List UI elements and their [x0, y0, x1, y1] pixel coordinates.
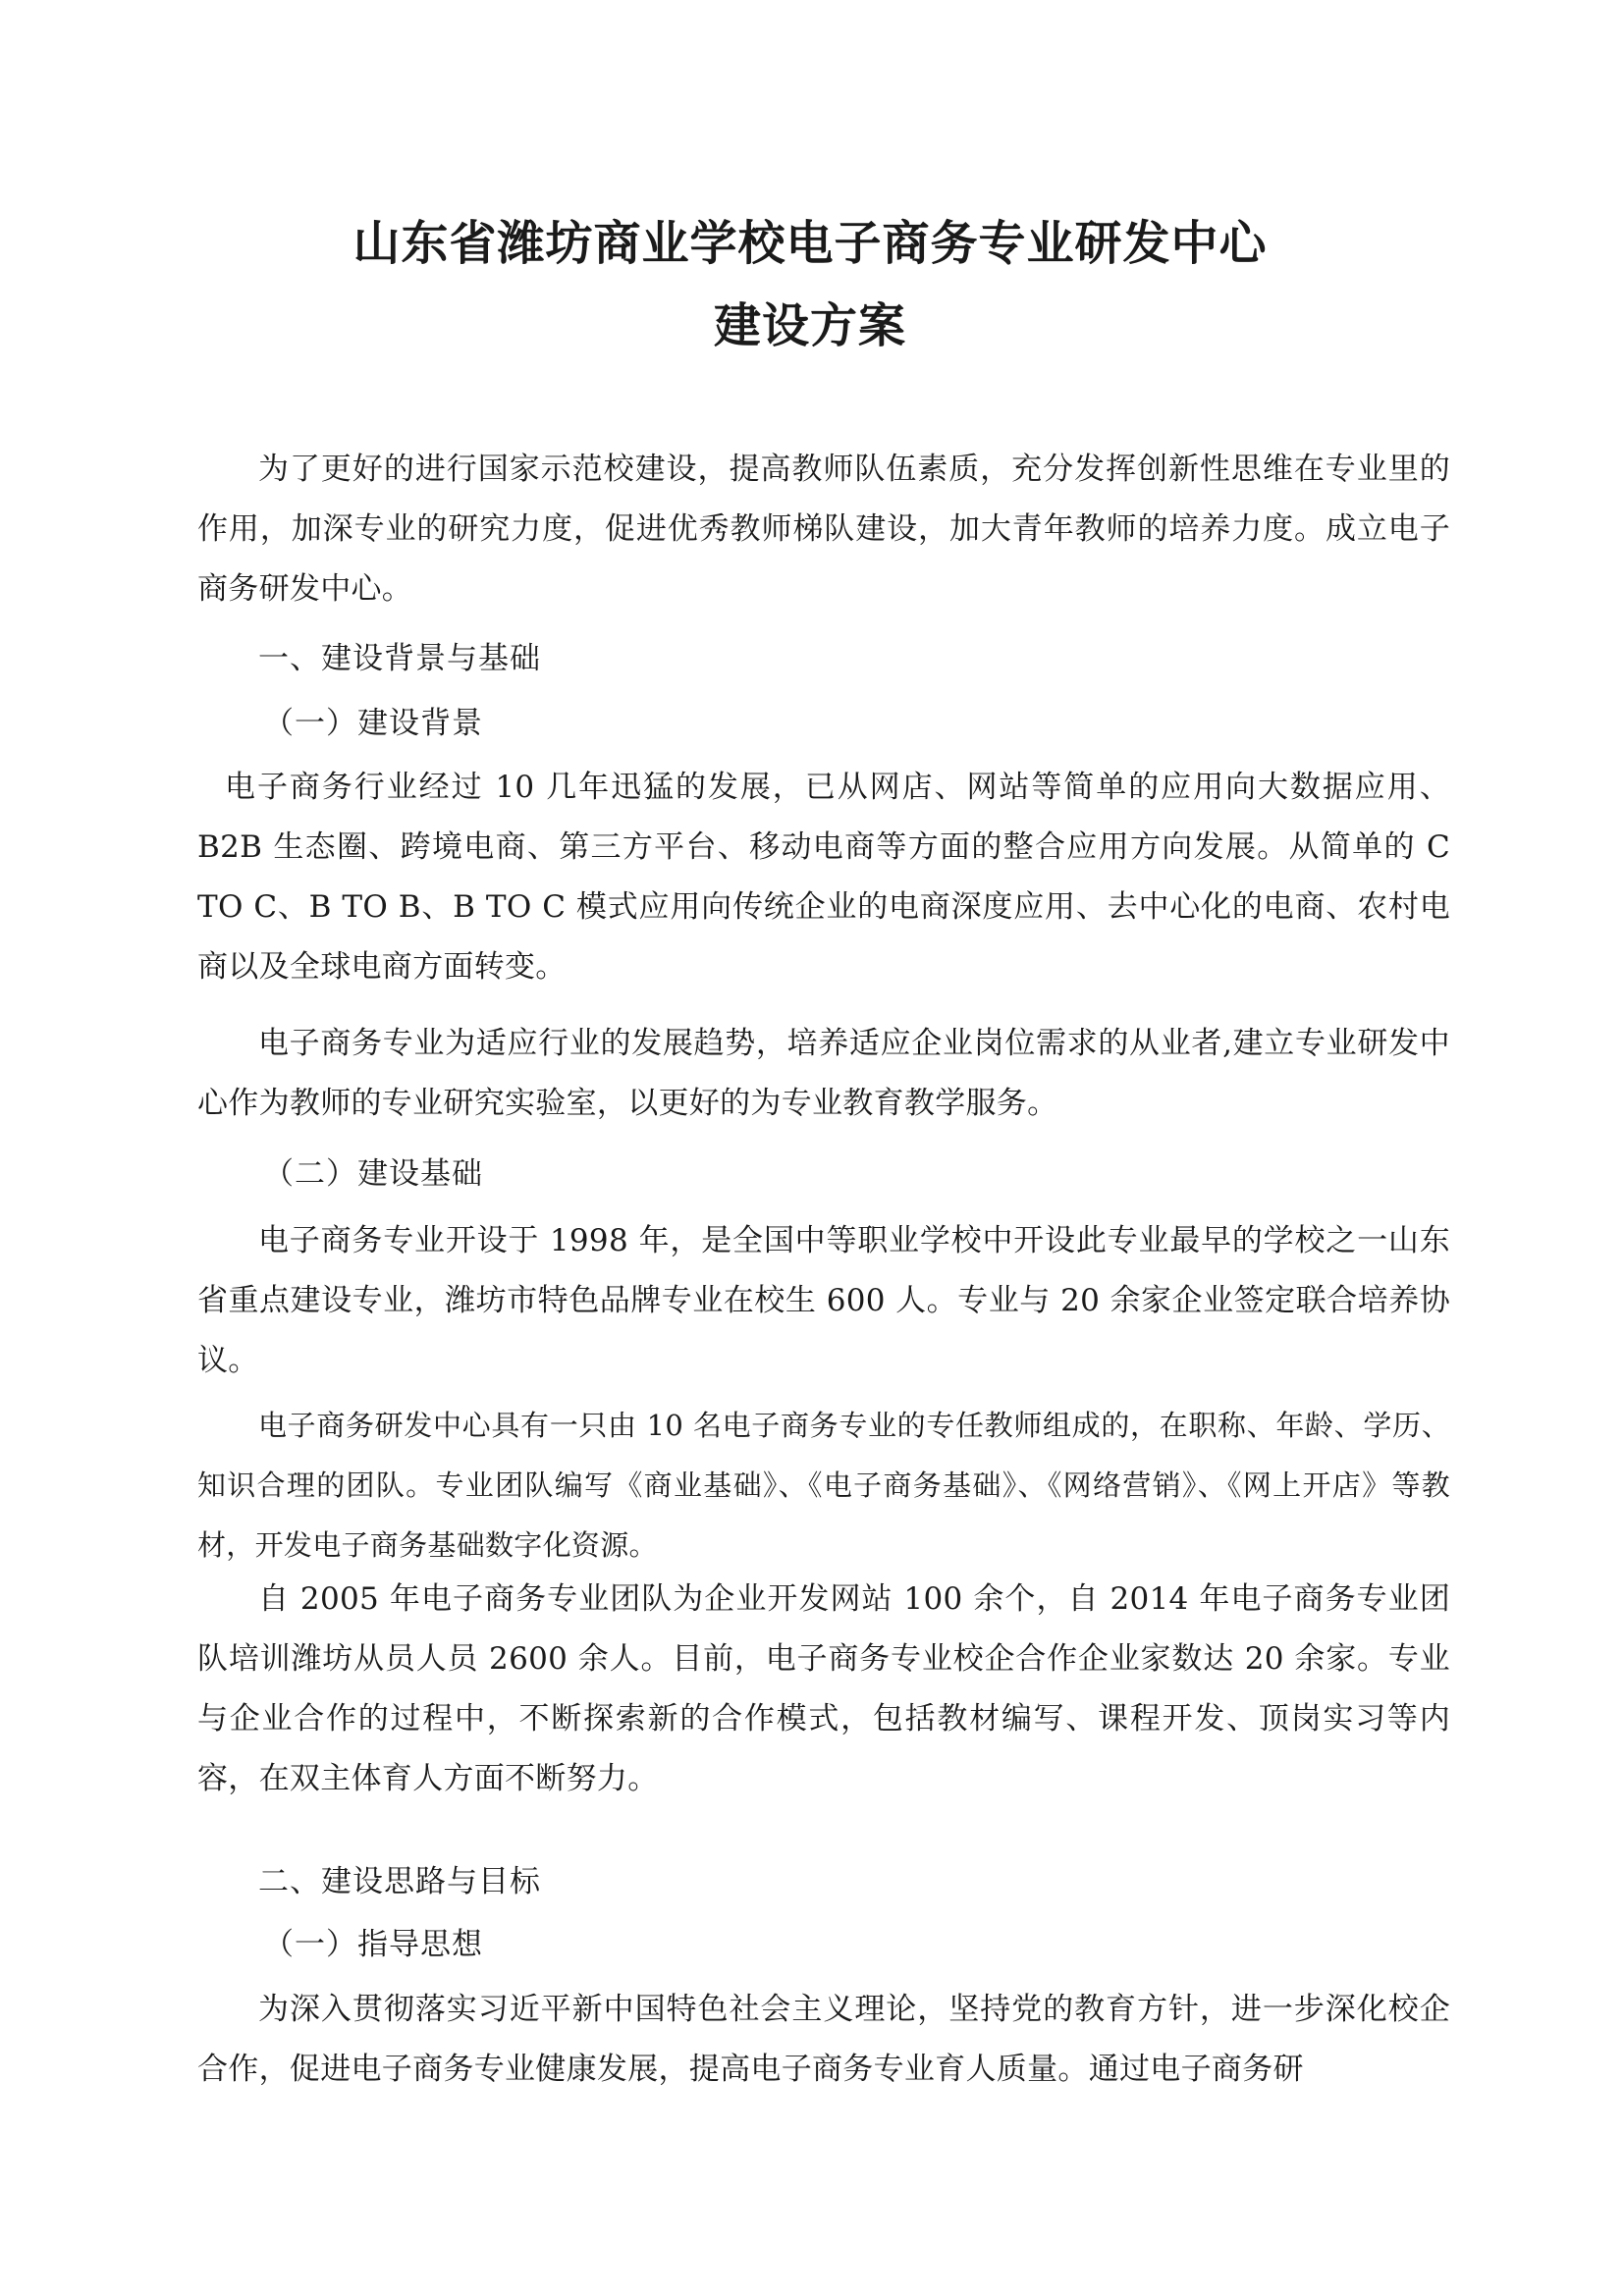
background-paragraph-1: 电子商务行业经过 10 几年迅猛的发展，已从网店、网站等简单的应用向大数据应用、B2B 生态圈、跨境电商、第三方平台、移动电商等方面的整合应用方向发展。从简单的 C TO C、B TO B、B TO C 模式应用向传统企业的电商深度应用、去中心化的电商、农村电商以及全球电商方面转变。 [197, 770, 1450, 985]
document-title-line2: 建设方案 [713, 298, 906, 353]
section2-sub1-heading: （一）指导思想 [263, 1927, 483, 1962]
section1-sub2-heading: （二）建设基础 [263, 1156, 483, 1192]
foundation-paragraph-1: 电子商务专业开设于 1998 年，是全国中等职业学校中开设此专业最早的学校之一山东省重点建设专业，潍坊市特色品牌专业在校生 600 人。专业与 20 余家企业签定联合培养协议。 [197, 1223, 1450, 1378]
background-paragraph-2: 电子商务专业为适应行业的发展趋势，培养适应企业岗位需求的从业者,建立专业研发中心作为教师的专业研究实验室，以更好的为专业教育教学服务。 [197, 1026, 1450, 1121]
guiding-thought-paragraph: 为深入贯彻落实习近平新中国特色社会主义理论，坚持党的教育方针，进一步深化校企合作，促进电子商务专业健康发展，提高电子商务专业育人质量。通过电子商务研 [197, 1992, 1450, 2087]
document-title-line1: 山东省潍坊商业学校电子商务专业研发中心 [352, 216, 1268, 271]
section2-heading: 二、建设思路与目标 [258, 1864, 541, 1899]
foundation-paragraph-3: 自 2005 年电子商务专业团队为企业开发网站 100 余个，自 2014 年电子商务专业团队培训潍坊从员人员 2600 余人。目前，电子商务专业校企合作企业家数达 20 余家。专业与企业合作的过程中，不断探索新的合作模式，包括教材编写、课程开发、顶岗实习等内容，在双主体育人方面不断努力。 [197, 1581, 1450, 1796]
section1-sub1-heading: （一）建设背景 [263, 706, 483, 741]
foundation-paragraph-2: 电子商务研发中心具有一只由 10 名电子商务专业的专任教师组成的，在职称、年龄、学历、知识合理的团队。专业团队编写《商业基础》、《电子商务基础》、《网络营销》、《网上开店》等教材，开发电子商务基础数字化资源。 [197, 1409, 1450, 1562]
intro-paragraph: 为了更好的进行国家示范校建设，提高教师队伍素质，充分发挥创新性思维在专业里的作用，加深专业的研究力度，促进优秀教师梯队建设，加大青年教师的培养力度。成立电子商务研发中心。 [197, 452, 1450, 607]
section1-heading: 一、建设背景与基础 [258, 641, 541, 676]
